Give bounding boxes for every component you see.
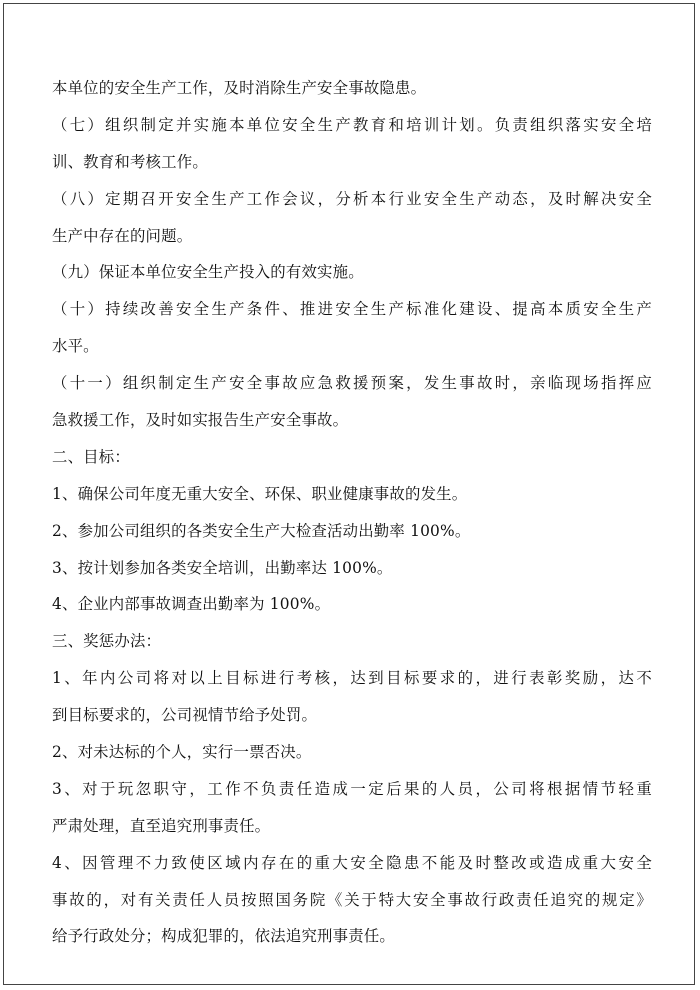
text-line: 1、确保公司年度无重大安全、环保、职业健康事故的发生。 (52, 484, 468, 503)
text-line: 2、对未达标的个人，实行一票否决。 (52, 743, 312, 762)
text-line: 水平。 (52, 337, 99, 356)
text-line: 2、参加公司组织的各类安全生产大检查活动出勤率 100%。 (52, 521, 471, 540)
text-line: （十）持续改善安全生产条件、推进安全生产标准化建设、提高本质安全生产 (52, 300, 652, 319)
text-line: 1、年内公司将对以上目标进行考核，达到目标要求的，进行表彰奖励，达不 (52, 669, 652, 688)
document-body (52, 70, 652, 955)
text-line: 事故的，对有关责任人员按照国务院《关于特大安全事故行政责任追究的规定》 (52, 890, 652, 909)
text-line: 到目标要求的，公司视情节给予处罚。 (52, 706, 318, 725)
text-line: 4、因管理不力致使区域内存在的重大安全隐患不能及时整改或造成重大安全 (52, 853, 652, 872)
text-line: （七）组织制定并实施本单位安全生产教育和培训计划。负责组织落实安全培 (52, 115, 652, 134)
text-line: （十一）组织制定生产安全事故应急救援预案，发生事故时，亲临现场指挥应 (52, 374, 652, 393)
text-line: 本单位的安全生产工作，及时消除生产安全事故隐患。 (52, 79, 427, 97)
section-heading-rewards: 三、奖惩办法： (52, 632, 162, 651)
text-line: （九）保证本单位安全生产投入的有效实施。 (52, 263, 364, 282)
text-line: 给予行政处分；构成犯罪的，依法追究刑事责任。 (52, 927, 395, 946)
text-line: 训、教育和考核工作。 (52, 152, 208, 171)
section-heading-goals: 二、目标： (52, 447, 130, 466)
text-line: 3、按计划参加各类安全培训，出勤率达 100%。 (52, 558, 393, 577)
text-line: 4、企业内部事故调查出勤率为 100%。 (52, 595, 331, 614)
text-line: 生产中存在的问题。 (52, 226, 193, 245)
text-line: （八）定期召开安全生产工作会议，分析本行业安全生产动态，及时解决安全 (52, 189, 652, 208)
text-line: 严肃处理，直至追究刑事责任。 (52, 816, 271, 835)
text-line: 急救援工作，及时如实报告生产安全事故。 (52, 411, 349, 430)
text-line: 3、对于玩忽职守，工作不负责任造成一定后果的人员，公司将根据情节轻重 (52, 779, 652, 798)
